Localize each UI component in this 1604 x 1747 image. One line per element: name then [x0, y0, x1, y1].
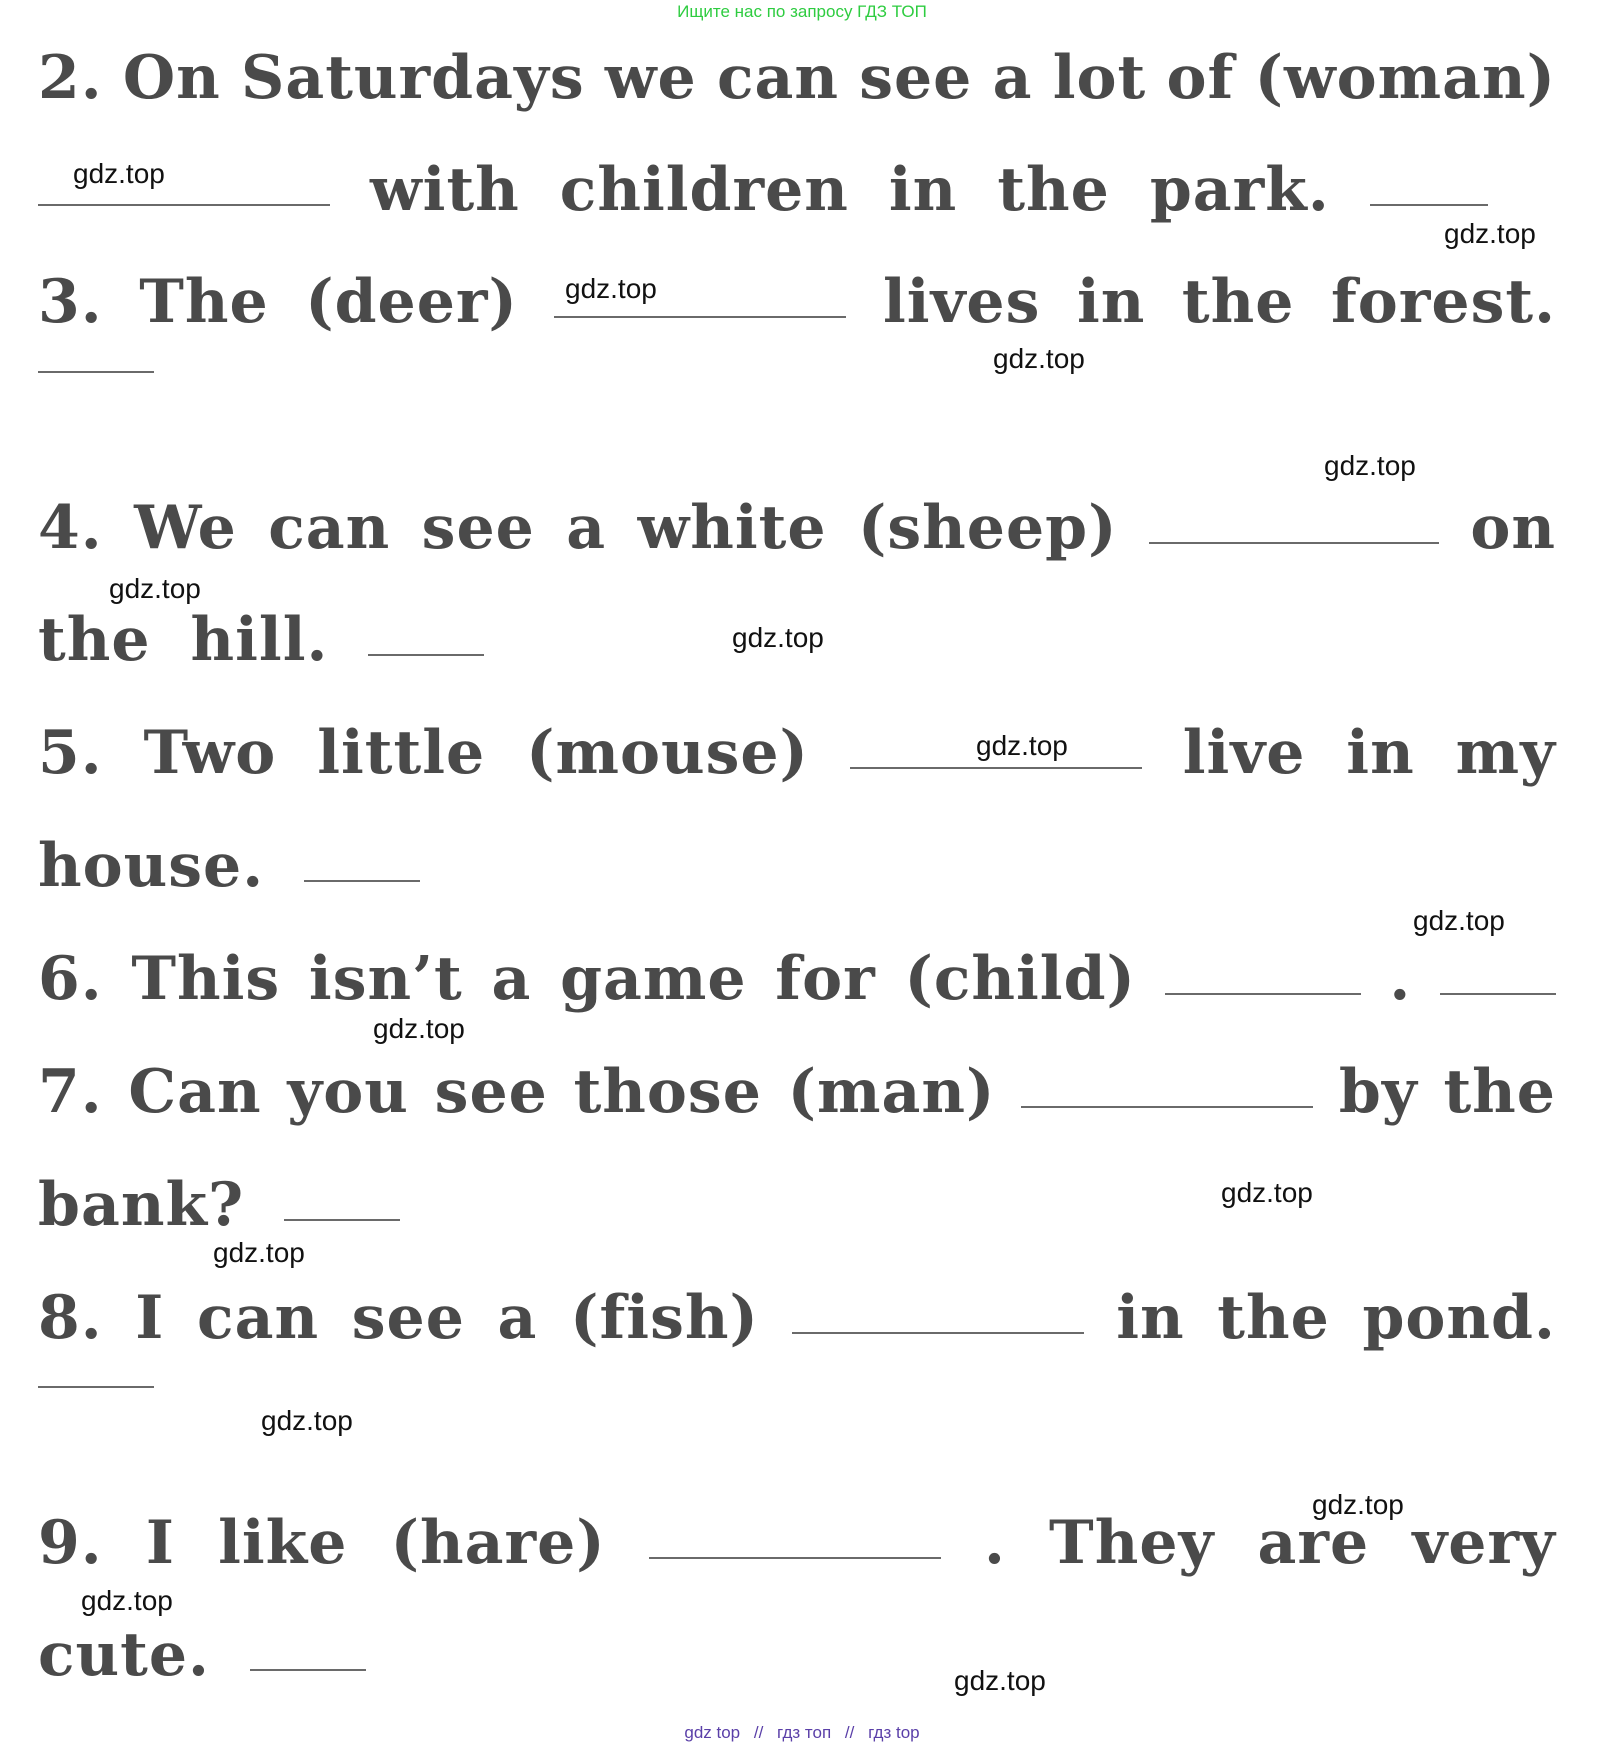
check-blank[interactable]	[1440, 993, 1556, 995]
footer-links	[0, 1723, 1604, 1743]
check-blank[interactable]	[284, 1219, 400, 1221]
check-blank[interactable]	[38, 1386, 154, 1388]
word: Two	[143, 718, 277, 788]
word: you	[287, 1057, 409, 1127]
exercise-5-line-2	[38, 826, 1556, 906]
word: see	[421, 493, 535, 563]
word: I	[135, 1283, 165, 1353]
word: isn’t	[308, 944, 463, 1014]
word: (fish)	[570, 1283, 759, 1353]
word: are	[1257, 1508, 1370, 1578]
word: the	[1443, 1057, 1556, 1127]
word: see	[434, 1057, 548, 1127]
word: for	[775, 944, 876, 1014]
watermark: gdz.top	[213, 1237, 305, 1268]
word: children	[559, 155, 849, 225]
exercise-3-line-1	[38, 262, 1556, 342]
watermark: gdz.top	[993, 343, 1085, 374]
word: game	[560, 944, 747, 1014]
word: little	[317, 718, 486, 788]
word: 9.	[38, 1508, 103, 1578]
word: .	[983, 1508, 1006, 1578]
check-blank[interactable]	[304, 880, 420, 882]
exercise-8-line-1	[38, 1278, 1556, 1358]
word: a	[992, 43, 1033, 113]
word: 5.	[38, 718, 103, 788]
word: like	[218, 1508, 348, 1578]
word: 3.	[38, 267, 103, 337]
word: forest.	[1330, 267, 1556, 337]
word: in	[1076, 267, 1146, 337]
word: live	[1182, 718, 1306, 788]
footer-link[interactable]: гдз top	[868, 1723, 920, 1742]
word: with	[370, 155, 520, 225]
word: 4.	[38, 493, 103, 563]
word: in	[1346, 718, 1415, 788]
word: This	[131, 944, 281, 1014]
word: bank?	[38, 1170, 245, 1240]
watermark: gdz.top	[1413, 905, 1505, 936]
word: 6.	[38, 944, 103, 1014]
exercise-9-line-2	[38, 1615, 1556, 1695]
word: white	[637, 493, 827, 563]
exercise-3-line-2	[38, 375, 1556, 455]
word: (mouse)	[526, 718, 809, 788]
word: 8.	[38, 1283, 103, 1353]
answer-blank[interactable]	[1021, 1106, 1313, 1108]
footer-link[interactable]: гдз топ	[777, 1723, 832, 1742]
word: I	[145, 1508, 175, 1578]
word: in	[888, 155, 958, 225]
word: a	[566, 493, 607, 563]
watermark: gdz.top	[261, 1405, 353, 1436]
word: (woman)	[1254, 43, 1556, 113]
watermark: gdz.top	[1444, 218, 1536, 249]
watermark: gdz.top	[976, 730, 1068, 761]
word: see	[859, 43, 973, 113]
word: (man)	[787, 1057, 996, 1127]
check-blank[interactable]	[250, 1669, 366, 1671]
watermark: gdz.top	[81, 1585, 173, 1616]
word: can	[268, 493, 391, 563]
word: Can	[128, 1057, 262, 1127]
watermark: gdz.top	[109, 573, 201, 604]
word: Saturdays	[241, 43, 585, 113]
word: by	[1338, 1057, 1418, 1127]
word: a	[491, 944, 532, 1014]
word: The	[139, 267, 269, 337]
check-blank[interactable]	[368, 654, 484, 656]
word: my	[1455, 718, 1556, 788]
word: the	[1217, 1283, 1330, 1353]
watermark: gdz.top	[1221, 1177, 1313, 1208]
word: cute.	[38, 1620, 210, 1690]
answer-blank[interactable]	[1165, 993, 1361, 995]
watermark: gdz.top	[732, 622, 824, 653]
word: 2.	[38, 43, 103, 113]
word: (child)	[904, 944, 1136, 1014]
answer-blank[interactable]	[38, 204, 330, 206]
exercise-7-line-2	[38, 1165, 1556, 1245]
word: can	[716, 43, 839, 113]
footer-link[interactable]: gdz top	[684, 1723, 741, 1742]
word: very	[1412, 1508, 1556, 1578]
check-blank[interactable]	[38, 371, 154, 373]
watermark: gdz.top	[954, 1665, 1046, 1696]
footer-separator: //	[753, 1723, 764, 1742]
word: the	[1181, 267, 1295, 337]
word: the	[997, 155, 1110, 225]
word: lives	[882, 267, 1041, 337]
word: lot	[1052, 43, 1147, 113]
word: on	[1470, 493, 1556, 563]
footer-separator: //	[844, 1723, 855, 1742]
word: those	[573, 1057, 762, 1127]
exercise-2-line-2	[38, 150, 1556, 230]
word: (hare)	[390, 1508, 606, 1578]
check-blank[interactable]	[1370, 204, 1488, 206]
word: On	[122, 43, 221, 113]
answer-blank[interactable]	[554, 316, 846, 318]
word: hill.	[190, 605, 329, 675]
search-banner[interactable]: Ищите нас по запросу ГДЗ ТОП	[677, 2, 927, 21]
watermark: gdz.top	[565, 273, 657, 304]
answer-blank[interactable]	[1149, 542, 1439, 544]
watermark: gdz.top	[1312, 1489, 1404, 1520]
word: can	[197, 1283, 320, 1353]
word: in	[1116, 1283, 1185, 1353]
word: see	[351, 1283, 465, 1353]
exercise-4-line-1	[38, 488, 1556, 568]
exercise-5-line-1	[38, 713, 1556, 793]
answer-blank[interactable]	[792, 1332, 1084, 1334]
watermark: gdz.top	[73, 158, 165, 189]
exercise-7-line-1	[38, 1052, 1556, 1132]
answer-blank[interactable]	[649, 1557, 941, 1559]
word: we	[604, 43, 697, 113]
word: house.	[38, 831, 265, 901]
watermark: gdz.top	[1324, 450, 1416, 481]
word: pond.	[1362, 1283, 1556, 1353]
word: (sheep)	[857, 493, 1118, 563]
word: We	[134, 493, 237, 563]
word: .	[1389, 944, 1412, 1014]
word: (deer)	[305, 267, 518, 337]
word: a	[497, 1283, 538, 1353]
watermark: gdz.top	[373, 1013, 465, 1044]
word: They	[1049, 1508, 1215, 1578]
answer-blank[interactable]	[850, 767, 1142, 769]
exercise-6-line-1	[38, 939, 1556, 1019]
exercise-2-line-1	[38, 38, 1556, 118]
word: the	[38, 605, 151, 675]
word: park.	[1149, 155, 1330, 225]
word: of	[1166, 43, 1235, 113]
word: 7.	[38, 1057, 103, 1127]
